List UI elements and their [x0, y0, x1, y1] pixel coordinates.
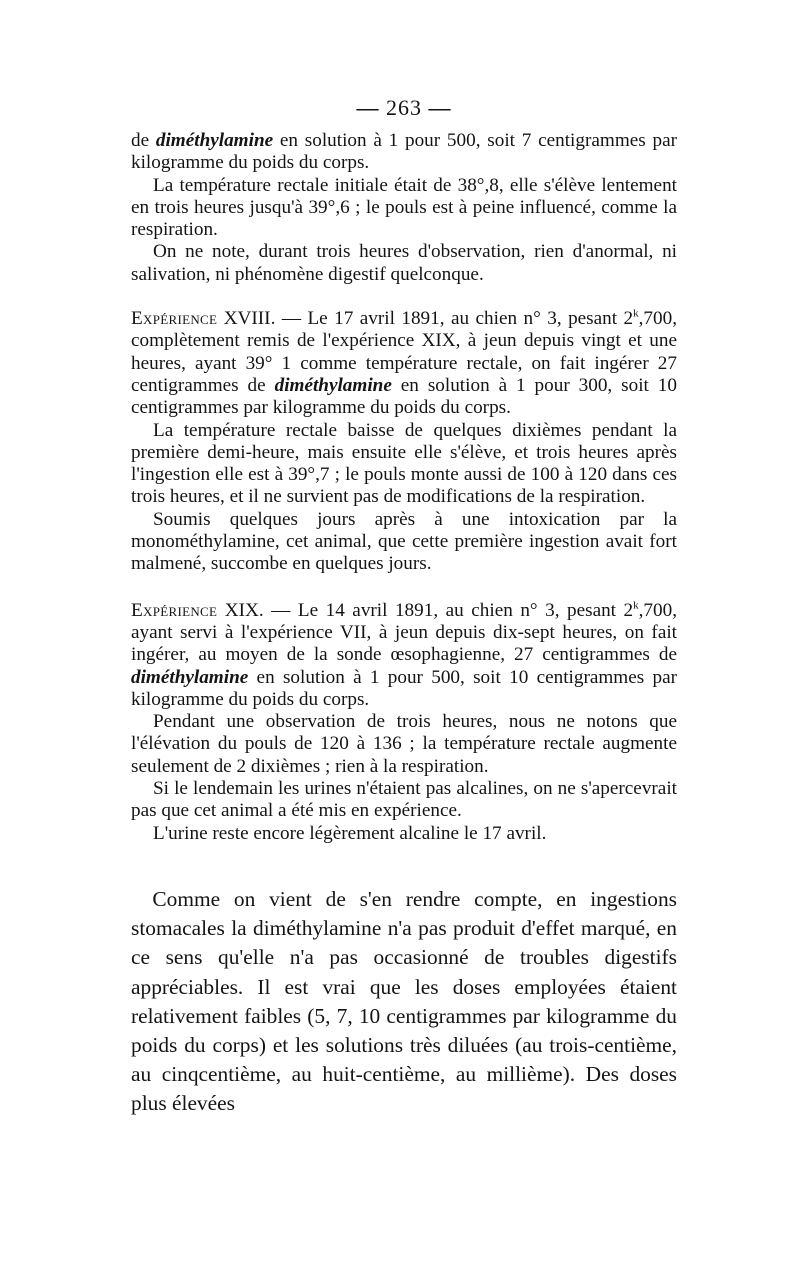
experiment-heading-paragraph — [131, 308, 677, 419]
experiment-heading-paragraph — [131, 600, 677, 711]
paragraph — [131, 885, 677, 1119]
experiment-xix — [131, 600, 677, 845]
text-run: — Le 17 avril 1891, au chien n° 3, pesant 2 — [275, 308, 634, 330]
text-run: ,700, ayant servi à l'expérience VII, à jeun depuis dix-sept heures, on fait ingérer, au moyen de la sonde œsophagienne, 27 centigrammes de — [131, 599, 677, 666]
drug-name: diméthylamine — [131, 666, 249, 688]
page-number-dash-right: — — [428, 95, 452, 120]
conclusion-text — [131, 885, 677, 1119]
paragraph: Si le lendemain les urines n'étaient pas alcalines, on ne s'apercevrait pas que cet animal a été mis en expérience. — [131, 778, 677, 822]
text-run: Comme on vient de s'en rendre compte, en ingestions stomacales la diméthylamine n'a pas produit d'effet marqué, en ce sens qu'elle n'a pas occasionné de troubles digestifs appréciables. Il est vrai que les doses employées étaient relativement faibles (5, 7, 10 centigrammes par kilogramme du poids du corps) et les solutions très diluées (au trois-centième, au cinqcentième, au huit-centième, au millième). Des doses plus élevées — [131, 886, 677, 1116]
experiment-xviii — [131, 308, 677, 576]
text-run: ,700, complètement remis de l'expérience XIX, à jeun depuis vingt et une heures, ayant 39° 1 comme température rectale, on fait ingérer 27 centigrammes de — [131, 308, 677, 396]
experiment-label: Expérience — [131, 599, 218, 621]
paragraph: La température rectale initiale était de 38°,8, elle s'élève lentement en trois heures jusqu'à 39°,6 ; le pouls est à peine influencé, comme la respiration. — [131, 174, 677, 241]
paragraph — [131, 130, 677, 175]
drug-name: diméthylamine — [155, 130, 274, 151]
page-number: 263 — [386, 95, 422, 120]
page-header — [131, 95, 677, 121]
paragraph: On ne note, durant trois heures d'observation, rien d'anormal, ni salivation, ni phénomène digestif quelconque. — [131, 241, 677, 285]
experiment-number: XIX. — [224, 599, 264, 621]
section-continued — [131, 130, 677, 286]
superscript: k — [633, 599, 639, 612]
paragraph: Soumis quelques jours après à une intoxication par la monométhylamine, cet animal, que cette première ingestion avait fort malmené, succombe en quelques jours. — [131, 508, 677, 575]
paragraph: La température rectale baisse de quelques dixièmes pendant la première demi-heure, mais ensuite elle s'élève, et trois heures après l'ingestion elle est à 39°,7 ; le pouls monte aussi de 100 à 120 dans ces trois heures, et il ne survient pas de modifications de la respiration. — [131, 419, 677, 508]
superscript: k — [633, 307, 639, 320]
book-page — [131, 95, 677, 1119]
text-run: en solution à 1 pour 500, soit 10 centigrammes par kilogramme du poids du corps. — [131, 666, 677, 710]
drug-name: diméthylamine — [274, 374, 392, 396]
experiment-label: Expérience — [131, 308, 218, 330]
experiment-number: XVIII. — [223, 308, 276, 330]
page-number-dash-left: — — [356, 95, 380, 120]
paragraph: L'urine reste encore légèrement alcaline le 17 avril. — [153, 822, 547, 844]
text-run: en solution à 1 pour 500, soit 7 centigrammes par kilogramme du poids du corps. — [131, 130, 677, 174]
text-run: de — [131, 130, 156, 151]
text-run: — Le 14 avril 1891, au chien n° 3, pesant 2 — [263, 599, 634, 621]
text-run: en solution à 1 pour 300, soit 10 centigrammes par kilogramme du poids du corps. — [131, 374, 677, 419]
paragraph: Pendant une observation de trois heures, nous ne notons que l'élévation du pouls de 120 à 136 ; la température rectale augmente seulement de 2 dixièmes ; rien à la respiration. — [131, 711, 677, 777]
